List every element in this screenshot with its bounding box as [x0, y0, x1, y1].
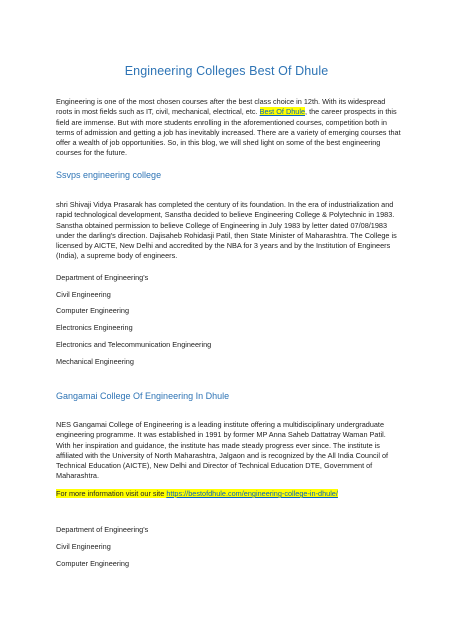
- more-info-line: [56, 489, 402, 499]
- intro-text-before: Engineering is one of the most chosen courses after the best class choice in 12th. With its widespread roots in most fields such as IT, civil, mechanical, electrical, etc.: [56, 97, 386, 117]
- ssvps-dept-item: Civil Engineering: [56, 290, 111, 299]
- ssvps-dept-item: Mechanical Engineering: [56, 357, 134, 366]
- gangamai-dept-label: Department of Engineering's: [56, 525, 149, 534]
- best-of-dhule-link[interactable]: Best Of Dhule: [259, 107, 306, 117]
- more-info-text: For more information visit our site: [56, 489, 167, 498]
- ssvps-paragraph: shri Shivaji Vidya Prasarak has completed the century of its foundation. In the era of industrialization and rapid technological development, Sanstha decided to believe Engineering College & Polytechnic in 1983. Sanstha obtained permission to believe College of Engineering in July 1983 by letter dated 07/08/1983 under the darling's direction. Dajisaheb Rohidasji Patil, then State Minister of Maharashtra. The College is licensed by AICTE, New Delhi and accredited by the NBA for 3 years and by the Institution of Engineers (India), a supreme body of engineers.: [56, 200, 397, 261]
- ssvps-dept-item: Computer Engineering: [56, 306, 130, 315]
- section-heading-ssvps: Ssvps engineering college: [56, 170, 162, 180]
- intro-paragraph: [56, 97, 402, 159]
- gangamai-dept-item: Computer Engineering: [56, 559, 130, 568]
- ssvps-dept-label: Department of Engineering's: [56, 273, 149, 282]
- more-info-link[interactable]: https://bestofdhule.com/engineering-college-in-dhule/: [166, 489, 338, 498]
- ssvps-dept-item: Electronics and Telecommunication Engineering: [56, 340, 212, 349]
- ssvps-dept-item: Electronics Engineering: [56, 323, 133, 332]
- intro-text-after: , the career prospects in this field are immense. But with more students enrolling in the aforementioned courses, competition both in terms of admission and getting a job has inevitably increased. There are a variety of emerging courses that offer a wealth of job opportunities. So, in this blog, we will shed light on some of the best engineering courses for the future.: [56, 107, 401, 158]
- gangamai-dept-item: Civil Engineering: [56, 542, 111, 551]
- gangamai-paragraph: NES Gangamai College of Engineering is a leading institute offering a multidisciplinary undergraduate engineering programme. It was established in 1991 by former MP Anna Saheb Dattatray Waman Patil. With her inspiration and guidance, the institute has made steady progress ever since. The institute is affiliated with the University of North Maharashtra, Jalgaon and is recognized by the All India Council of Technical Education (AICTE), New Delhi and Director of Technical Education DTE, Government of Maharashtra.: [56, 420, 389, 481]
- page-title: Engineering Colleges Best Of Dhule: [124, 64, 329, 78]
- section-heading-gangamai: Gangamai College Of Engineering In Dhule: [56, 391, 230, 401]
